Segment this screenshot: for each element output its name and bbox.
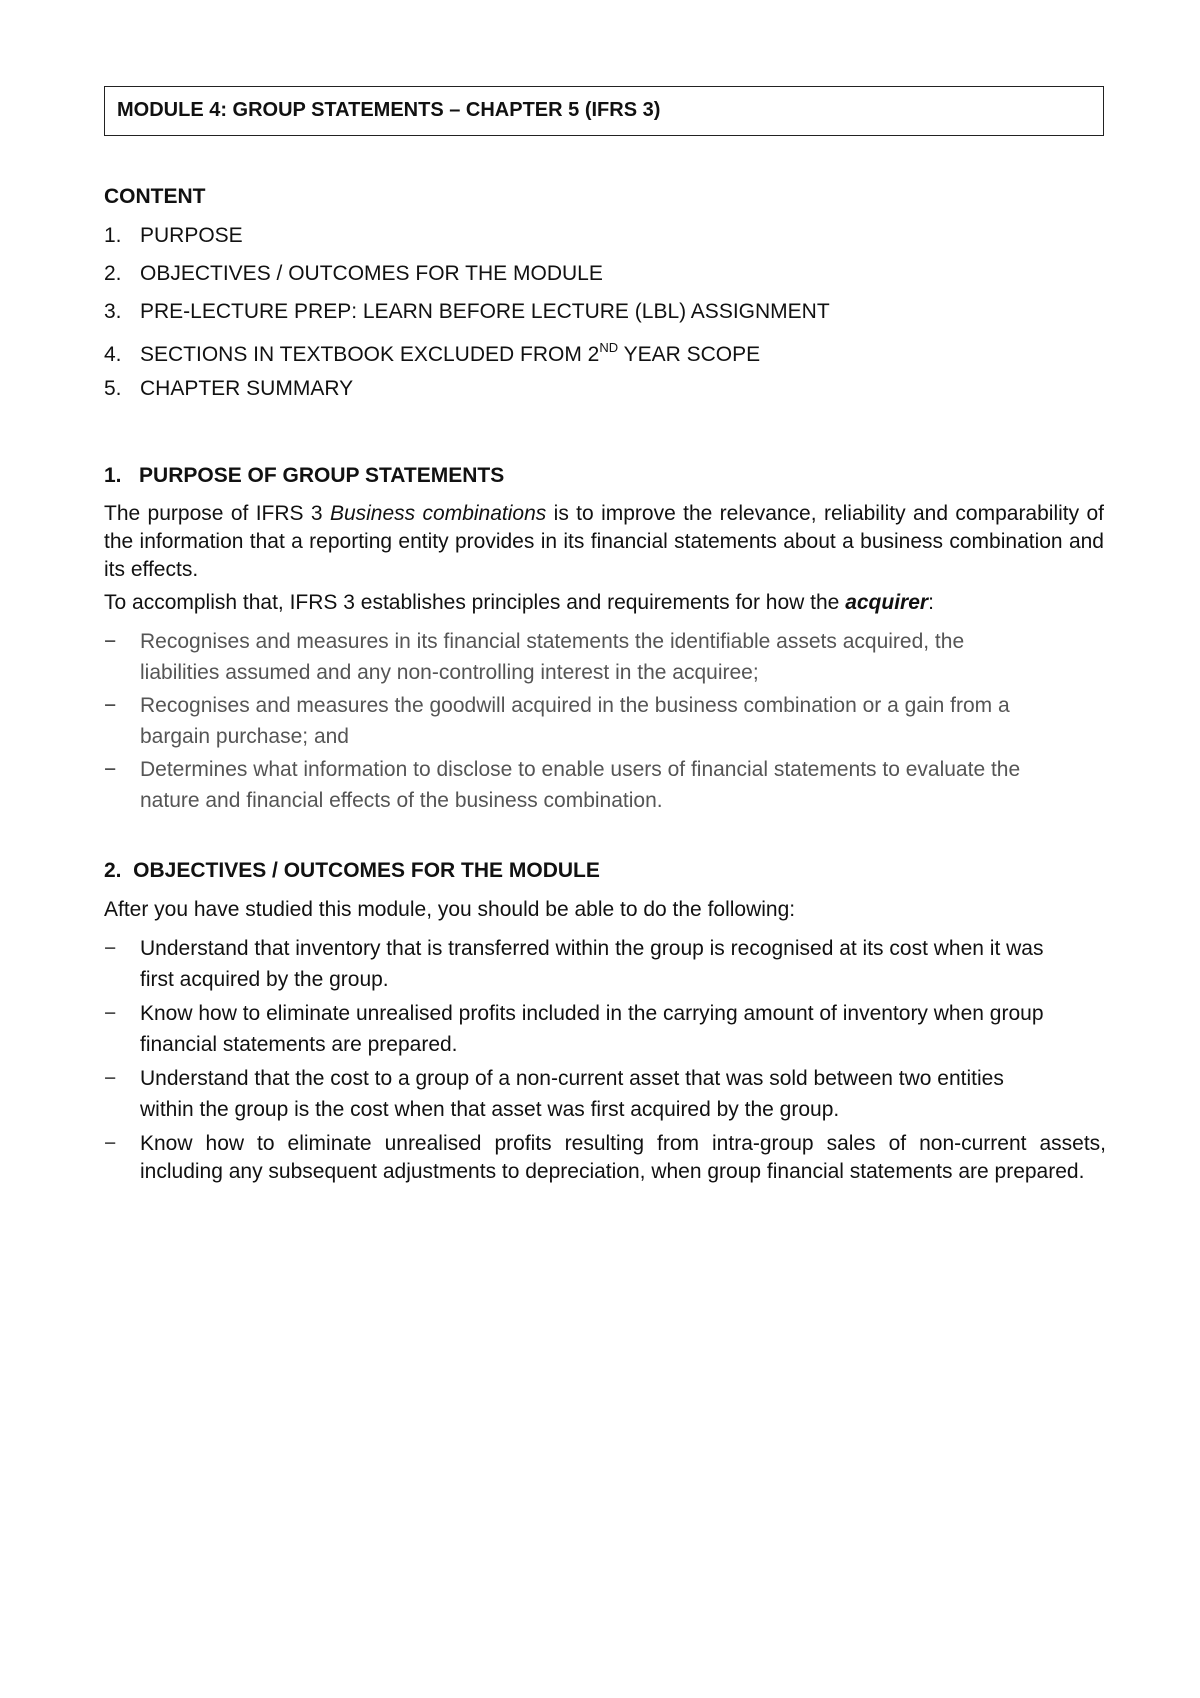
paragraph-text: :	[928, 591, 934, 614]
standard-name-italic: Business combinations	[329, 502, 547, 525]
list-text: CHAPTER SUMMARY	[140, 377, 354, 400]
section-2-intro: After you have studied this module, you should be able to do the following:	[104, 898, 796, 921]
list-number: 5.	[104, 377, 122, 400]
bullet-line: Understand that inventory that is transferred within the group is recognised at its cost when it was	[140, 937, 1044, 960]
bullet-text	[140, 998, 1106, 1060]
list-number: 4.	[104, 343, 122, 366]
section-1-paragraph	[104, 500, 1104, 584]
list-number: 2.	[104, 262, 122, 285]
bullet-text	[140, 1063, 1106, 1125]
bullet-line: financial statements are prepared.	[140, 1033, 458, 1056]
bullet-text: Know how to eliminate unrealised profits resulting from intra-group sales of non-current assets, including any subsequent adjustments to depreciation, when group financial statements are prepared.	[140, 1132, 1106, 1183]
module-title-box	[104, 86, 1104, 136]
dash-bullet: −	[104, 1067, 117, 1090]
paragraph-text: The purpose of IFRS 3	[104, 502, 330, 525]
dash-bullet: −	[104, 630, 117, 653]
bullet-text	[140, 690, 1106, 752]
list-text-part: SECTIONS IN TEXTBOOK EXCLUDED FROM 2	[140, 343, 600, 366]
content-heading: CONTENT	[104, 185, 206, 208]
dash-bullet: −	[104, 694, 117, 717]
paragraph-text: is to improve the relevance, reliability and comparability of the information that a reporting entity provides in its financial statements about a business combination and its effects.	[104, 502, 1105, 581]
list-text	[140, 340, 761, 367]
dash-bullet: −	[104, 1132, 117, 1155]
bullet-line: Understand that the cost to a group of a non-current asset that was sold between two entities	[140, 1067, 1004, 1090]
bullet-text	[140, 933, 1106, 995]
list-text: PRE-LECTURE PREP: LEARN BEFORE LECTURE (LBL) ASSIGNMENT	[140, 300, 830, 323]
bullet-line: nature and financial effects of the business combination.	[140, 789, 663, 812]
bullet-line: Recognises and measures the goodwill acquired in the business combination or a gain from a	[140, 694, 1010, 717]
list-number: 1.	[104, 224, 122, 247]
bullet-line: Know how to eliminate unrealised profits included in the carrying amount of inventory when group	[140, 1002, 1044, 1025]
dash-bullet: −	[104, 758, 117, 781]
module-title: MODULE 4: GROUP STATEMENTS – CHAPTER 5 (IFRS 3)	[117, 99, 661, 121]
bullet-line: Determines what information to disclose to enable users of financial statements to evaluate the	[140, 758, 1021, 781]
section-1-intro	[104, 591, 934, 615]
dash-bullet: −	[104, 1002, 117, 1025]
list-text-part: YEAR SCOPE	[618, 343, 761, 366]
emphasized-term: acquirer	[845, 591, 929, 614]
section-2-heading: 2. OBJECTIVES / OUTCOMES FOR THE MODULE	[104, 859, 600, 882]
bullet-line: liabilities assumed and any non-controlling interest in the acquiree;	[140, 661, 759, 684]
bullet-line: within the group is the cost when that asset was first acquired by the group.	[140, 1098, 840, 1121]
section-1-heading: 1. PURPOSE OF GROUP STATEMENTS	[104, 464, 505, 487]
dash-bullet: −	[104, 937, 117, 960]
list-number: 3.	[104, 300, 122, 323]
ordinal-superscript: ND	[599, 340, 619, 355]
paragraph-text: To accomplish that, IFRS 3 establishes principles and requirements for how the	[104, 591, 846, 614]
bullet-line: bargain purchase; and	[140, 725, 349, 748]
list-text: PURPOSE	[140, 224, 243, 247]
list-text: OBJECTIVES / OUTCOMES FOR THE MODULE	[140, 262, 603, 285]
bullet-line: Recognises and measures in its financial statements the identifiable assets acquired, the	[140, 630, 965, 653]
bullet-text	[140, 626, 1106, 688]
bullet-text	[140, 754, 1106, 816]
bullet-line: first acquired by the group.	[140, 968, 389, 991]
